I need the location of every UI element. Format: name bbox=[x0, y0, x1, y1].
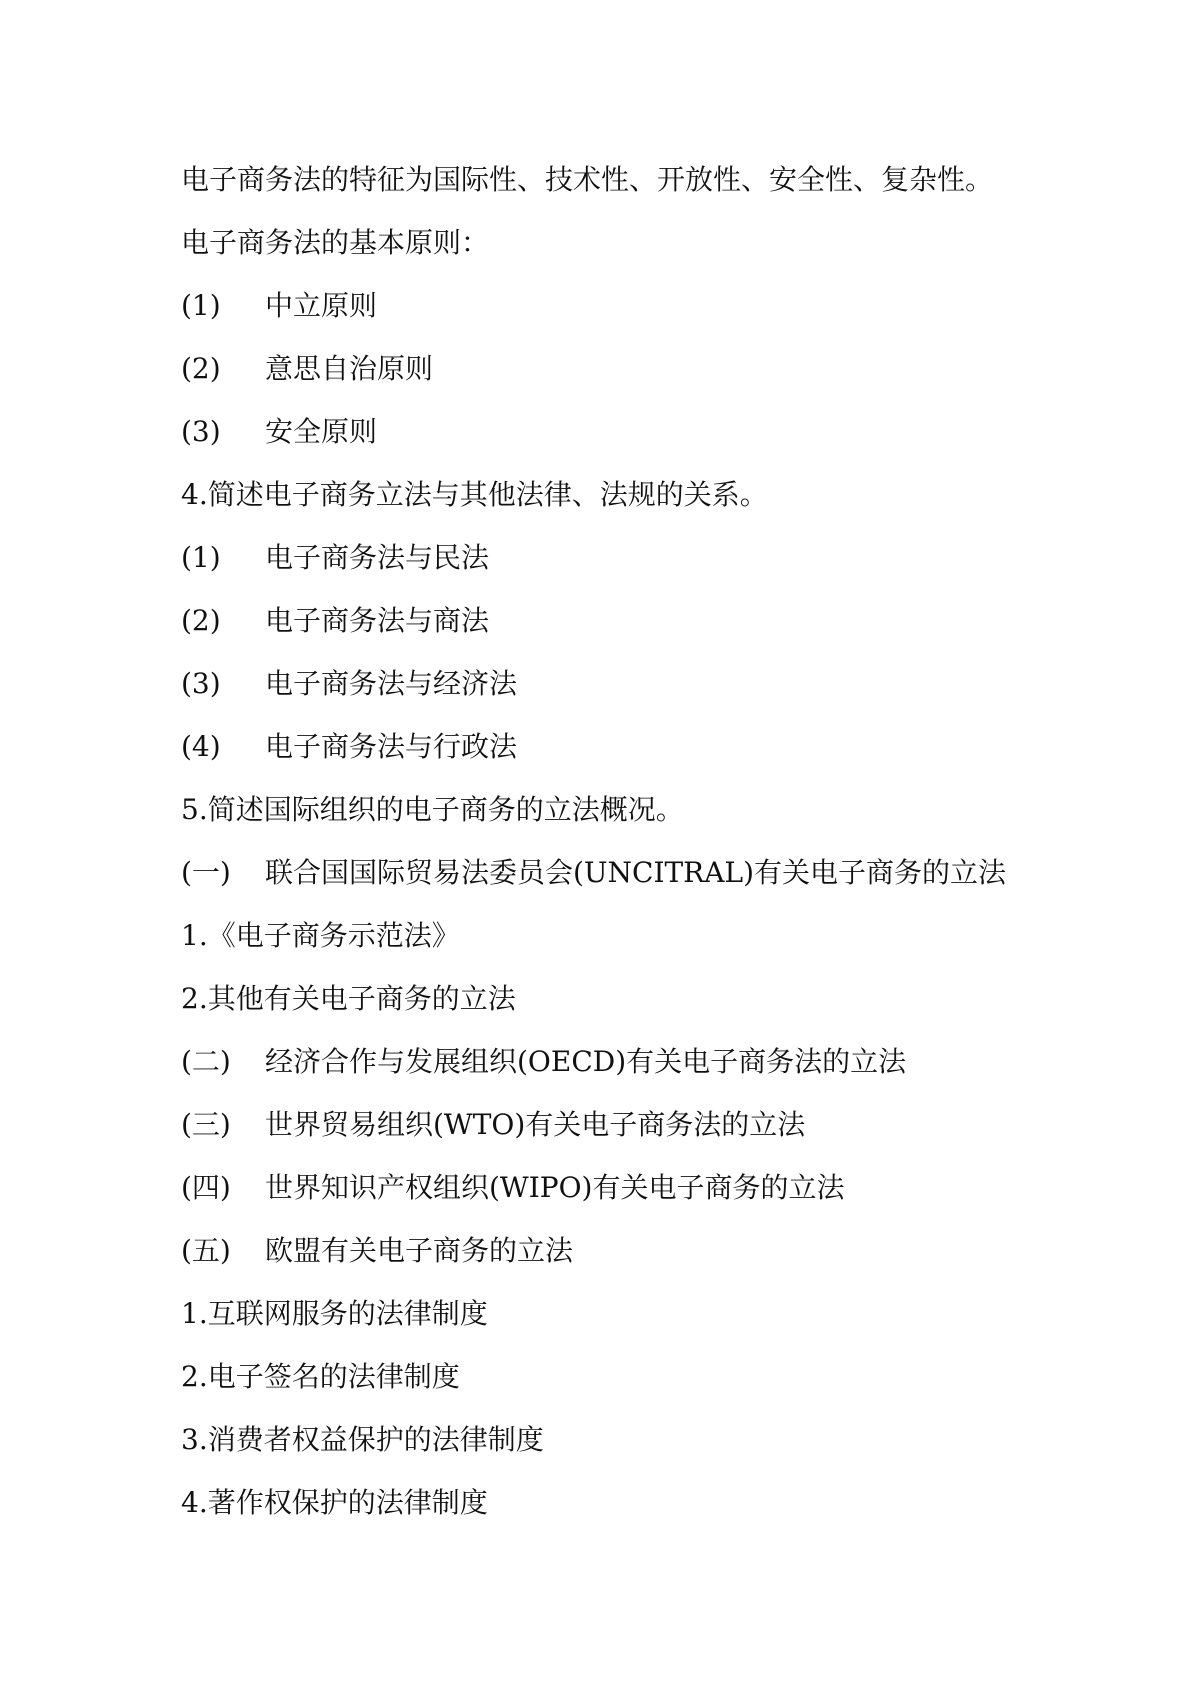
sub-item-text: 1.互联网服务的法律制度 bbox=[181, 1297, 488, 1330]
section-item-text: 世界贸易组织(WTO)有关电子商务法的立法 bbox=[265, 1108, 806, 1141]
sub-item bbox=[181, 1408, 1081, 1471]
sub-item-text: 2.其他有关电子商务的立法 bbox=[181, 982, 516, 1015]
list-item-text: 意思自治原则 bbox=[265, 352, 434, 385]
document-body bbox=[181, 148, 1081, 1534]
section-item bbox=[181, 1030, 1081, 1093]
list-item bbox=[181, 400, 1081, 463]
list-item-text: 电子商务法与行政法 bbox=[265, 730, 518, 763]
section-item-text: 世界知识产权组织(WIPO)有关电子商务的立法 bbox=[265, 1171, 845, 1204]
sub-item bbox=[181, 1471, 1081, 1534]
list-marker: (3) bbox=[181, 415, 221, 448]
section-marker: (五) bbox=[181, 1234, 231, 1267]
section-marker: (二) bbox=[181, 1045, 231, 1078]
list-item-text: 安全原则 bbox=[265, 415, 378, 448]
list-marker: (4) bbox=[181, 730, 221, 763]
question-heading bbox=[181, 463, 1081, 526]
sub-item-text: 2.电子签名的法律制度 bbox=[181, 1360, 460, 1393]
list-item bbox=[181, 526, 1081, 589]
section-item-text: 欧盟有关电子商务的立法 bbox=[265, 1234, 574, 1267]
list-item bbox=[181, 337, 1081, 400]
list-item-text: 电子商务法与经济法 bbox=[265, 667, 518, 700]
paragraph-text: 4.简述电子商务立法与其他法律、法规的关系。 bbox=[181, 478, 768, 511]
sub-item bbox=[181, 904, 1081, 967]
section-item bbox=[181, 1156, 1081, 1219]
sub-item-text: 1.《电子商务示范法》 bbox=[181, 919, 460, 952]
question-heading bbox=[181, 778, 1081, 841]
list-item bbox=[181, 274, 1081, 337]
section-marker: (三) bbox=[181, 1108, 231, 1141]
list-marker: (1) bbox=[181, 289, 221, 322]
list-marker: (3) bbox=[181, 667, 221, 700]
section-item bbox=[181, 1093, 1081, 1156]
list-item bbox=[181, 652, 1081, 715]
sub-item bbox=[181, 967, 1081, 1030]
list-item-text: 电子商务法与商法 bbox=[265, 604, 490, 637]
section-item-text: 经济合作与发展组织(OECD)有关电子商务法的立法 bbox=[265, 1045, 907, 1078]
list-marker: (2) bbox=[181, 604, 221, 637]
section-item bbox=[181, 1219, 1081, 1282]
section-marker: (四) bbox=[181, 1171, 231, 1204]
sub-item-text: 3.消费者权益保护的法律制度 bbox=[181, 1423, 544, 1456]
paragraph-text: 电子商务法的基本原则： bbox=[181, 226, 490, 259]
list-marker: (1) bbox=[181, 541, 221, 574]
list-item bbox=[181, 589, 1081, 652]
paragraph-features bbox=[181, 148, 1081, 211]
paragraph-text: 5.简述国际组织的电子商务的立法概况。 bbox=[181, 793, 684, 826]
list-item-text: 中立原则 bbox=[265, 289, 378, 322]
sub-item bbox=[181, 1282, 1081, 1345]
section-item bbox=[181, 841, 1081, 904]
list-marker: (2) bbox=[181, 352, 221, 385]
list-item bbox=[181, 715, 1081, 778]
sub-item-text: 4.著作权保护的法律制度 bbox=[181, 1486, 488, 1519]
paragraph-text: 电子商务法的特征为国际性、技术性、开放性、安全性、复杂性。 bbox=[181, 163, 994, 196]
sub-item bbox=[181, 1345, 1081, 1408]
list-item-text: 电子商务法与民法 bbox=[265, 541, 490, 574]
paragraph-principles-heading bbox=[181, 211, 1081, 274]
section-marker: (一) bbox=[181, 856, 231, 889]
section-item-text: 联合国国际贸易法委员会(UNCITRAL)有关电子商务的立法 bbox=[265, 856, 1007, 889]
